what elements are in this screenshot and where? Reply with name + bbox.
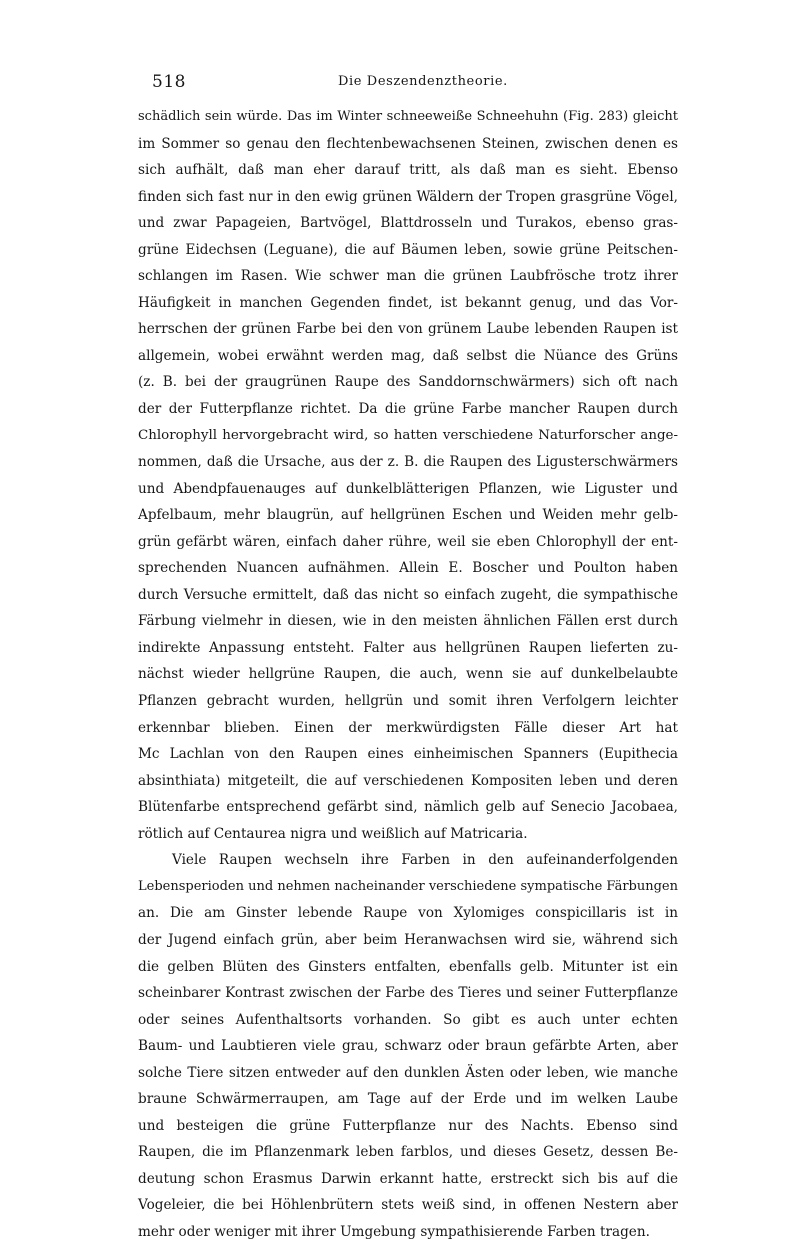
text-line: Chlorophyll hervorgebracht wird, so hatten verschiedene Naturforscher ange- (138, 427, 678, 443)
text-line: Häufigkeit in manchen Gegenden findet, ist bekannt genug, und das Vor- (138, 294, 678, 311)
text-line: Lebensperioden und nehmen nacheinander verschiedene sympatische Färbungen (138, 878, 678, 894)
text-line: mehr oder weniger mit ihrer Umgebung sympathisierende Farben tragen. (138, 1223, 650, 1240)
text-line: erkennbar blieben. Einen der merkwürdigsten Fälle dieser Art hat (138, 719, 678, 736)
text-line: braune Schwärmerraupen, am Tage auf der Erde und im welken Laube (138, 1091, 678, 1108)
text-line: Blütenfarbe entsprechend gefärbt sind, nämlich gelb auf Senecio Jacobaea, (138, 799, 678, 816)
text-line: deutung schon Erasmus Darwin erkannt hatte, erstreckt sich bis auf die (138, 1170, 678, 1187)
body-text (138, 104, 678, 1246)
text-line: nächst wieder hellgrüne Raupen, die auch, wenn sie auf dunkelbelaubte (138, 666, 678, 683)
text-line: Pflanzen gebracht wurden, hellgrün und somit ihren Verfolgern leichter (138, 693, 678, 710)
text-line: schlangen im Rasen. Wie schwer man die grünen Laubfrösche trotz ihrer (138, 268, 678, 285)
text-line: und Abendpfauenauges auf dunkelblätterigen Pflanzen, wie Liguster und (138, 480, 678, 497)
text-line: (z. B. bei der graugrünen Raupe des Sanddornschwärmers) sich oft nach (138, 374, 678, 391)
text-line: die gelben Blüten des Ginsters entfalten, ebenfalls gelb. Mitunter ist ein (138, 958, 678, 975)
text-line: absinthiata) mitgeteilt, die auf verschiedenen Kompositen leben und deren (138, 772, 678, 789)
text-line: finden sich fast nur in den ewig grünen Wäldern der Tropen grasgrüne Vögel, (138, 188, 678, 205)
text-line: Apfelbaum, mehr blaugrün, auf hellgrünen Eschen und Weiden mehr gelb- (138, 507, 678, 524)
text-line: im Sommer so genau den flechtenbewachsenen Steinen, zwischen denen es (138, 135, 678, 152)
text-line: Vogeleier, die bei Höhlenbrütern stets weiß sind, in offenen Nestern aber (138, 1197, 678, 1214)
page-number: 518 (152, 72, 186, 92)
text-line: Färbung vielmehr in diesen, wie in den meisten ähnlichen Fällen erst durch (138, 613, 678, 630)
text-line: durch Versuche ermittelt, daß das nicht so einfach zugeht, die sympathische (138, 586, 678, 603)
text-line: und zwar Papageien, Bartvögel, Blattdrosseln und Turakos, ebenso gras- (138, 215, 678, 232)
text-line: rötlich auf Centaurea nigra und weißlich auf Matricaria. (138, 825, 528, 842)
text-line: solche Tiere sitzen entweder auf den dunklen Ästen oder leben, wie manche (138, 1064, 678, 1081)
text-line: der Jugend einfach grün, aber beim Heranwachsen wird sie, während sich (138, 931, 678, 948)
text-line: und besteigen die grüne Futterpflanze nur des Nachts. Ebenso sind (138, 1117, 678, 1134)
text-line: an. Die am Ginster lebende Raupe von Xylomiges conspicillaris ist in (138, 905, 678, 922)
text-line: Baum- und Laubtieren viele grau, schwarz oder braun gefärbte Arten, aber (138, 1038, 678, 1055)
text-line: oder seines Aufenthaltsorts vorhanden. So gibt es auch unter echten (138, 1011, 678, 1028)
text-line: grüne Eidechsen (Leguane), die auf Bäumen leben, sowie grüne Peitschen- (138, 241, 678, 258)
text-line: Raupen, die im Pflanzenmark leben farblos, und dieses Gesetz, dessen Be- (138, 1144, 678, 1161)
text-line: sich aufhält, daß man eher darauf tritt, als daß man es sieht. Ebenso (138, 162, 678, 179)
text-line: Mc Lachlan von den Raupen eines einheimischen Spanners (Eupithecia (138, 746, 678, 763)
text-line: nommen, daß die Ursache, aus der z. B. die Raupen des Ligusterschwärmers (138, 454, 678, 471)
text-line: sprechenden Nuancen aufnähmen. Allein E. Boscher und Poulton haben (138, 560, 678, 577)
text-line: indirekte Anpassung entsteht. Falter aus hellgrünen Raupen lieferten zu- (138, 639, 678, 656)
text-line: scheinbarer Kontrast zwischen der Farbe des Tieres und seiner Futterpflanze (138, 985, 678, 1002)
running-head (0, 68, 800, 96)
text-line: allgemein, wobei erwähnt werden mag, daß selbst die Nüance des Grüns (138, 347, 678, 364)
running-head-title: Die Deszendenztheorie. (338, 74, 508, 89)
text-line: schädlich sein würde. Das im Winter schneeweiße Schneehuhn (Fig. 283) gleicht (138, 109, 678, 124)
text-line: grün gefärbt wären, einfach daher rühre, weil sie eben Chlorophyll der ent- (138, 533, 678, 550)
text-line: der der Futterpflanze richtet. Da die grüne Farbe mancher Raupen durch (138, 401, 678, 418)
text-line: Viele Raupen wechseln ihre Farben in den aufeinanderfolgenden (172, 852, 678, 869)
text-line: herrschen der grünen Farbe bei den von grünem Laube lebenden Raupen ist (138, 321, 678, 338)
